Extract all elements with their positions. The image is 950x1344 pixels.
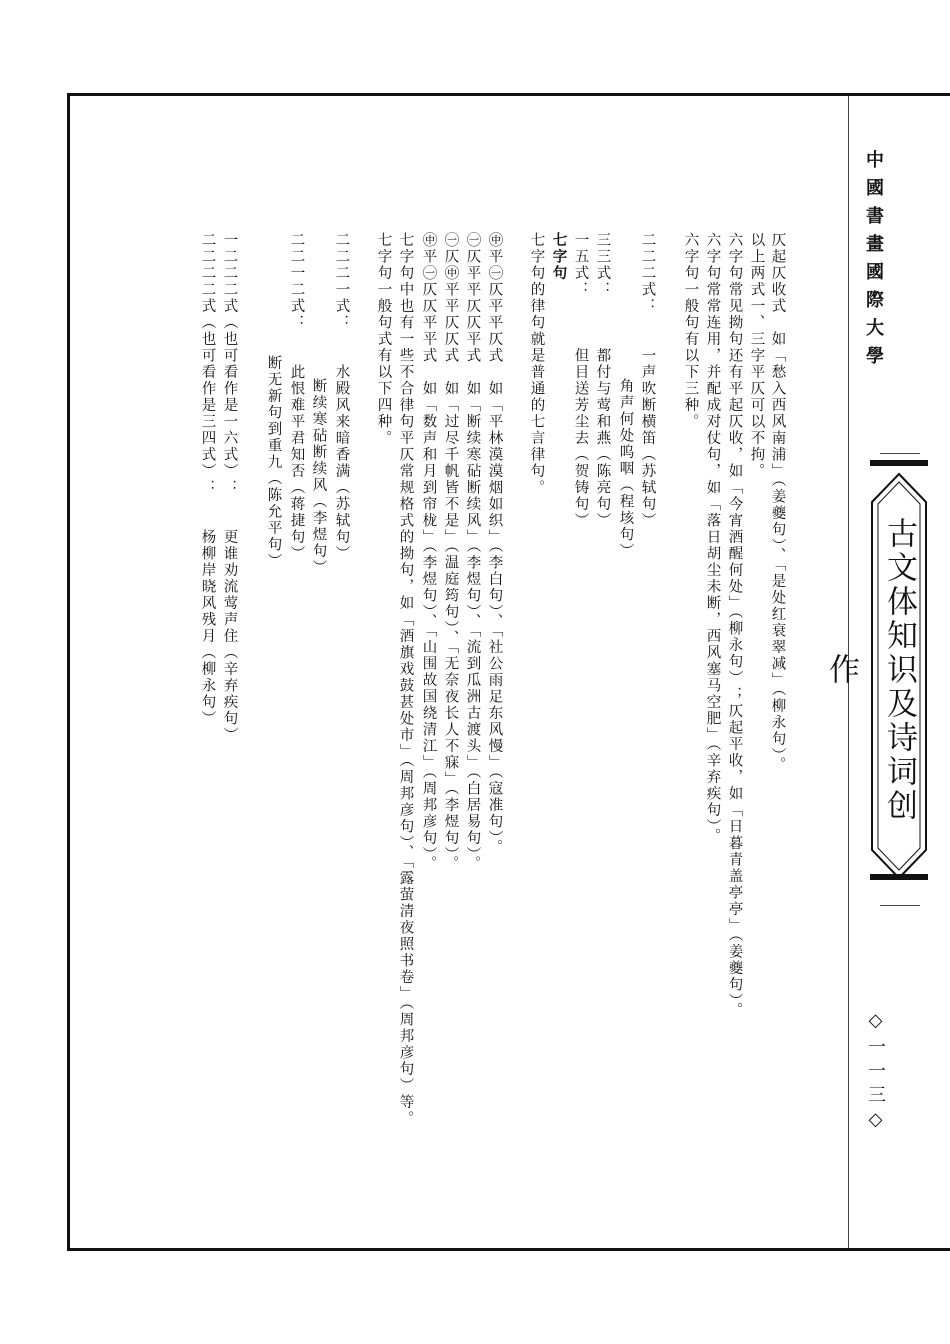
text-line: 以上两式一、三字平仄可以不拘。 bbox=[748, 232, 765, 480]
text-line: 七字句的律句就是普通的七言律句。 bbox=[528, 232, 545, 496]
text-line: 二二二二式（也可看作是三四式）： 杨柳岸晓风残月（柳永句） bbox=[199, 232, 216, 727]
text-line: 断续寒砧断续风（李煜句） bbox=[310, 378, 327, 576]
text-line: 七字句 bbox=[550, 232, 568, 282]
text-line: 七字句中也有一些不合律句平仄常规格式的拗句，如「酒旗戏鼓甚处市」（周邦彦句）、「露萤清夜照书卷」（周邦彦句）等。 bbox=[397, 232, 414, 1127]
university-header: 中國書畫國際大學 bbox=[863, 150, 884, 374]
text-line: 一二二二式（也可看作是一六式）： 更谁劝流莺声住（辛弃疾句） bbox=[221, 232, 238, 744]
text-line: 六字句一般句有以下三种。 bbox=[682, 232, 699, 430]
text-line: ㊥平㊀仄仄平平式 如「数声和月到帘栊」（李煜句）、「山围故国绕清江」（周邦彦句）。 bbox=[420, 232, 437, 873]
book-title: 古文体知识及诗词创作 bbox=[823, 517, 917, 823]
text-line: 断无新句到重九（陈允平句） bbox=[265, 355, 282, 570]
text-line: 二二二式： 一声吹断横笛（苏轼句） bbox=[639, 232, 656, 529]
title-rule-top bbox=[880, 453, 920, 454]
text-line: ㊀仄平平仄仄平式 如「断续寒砧断续风」（李煜句）、「流到瓜洲古渡头」（白居易句）。 bbox=[464, 232, 481, 873]
text-line: 六字句常见拗句还有平起仄收，如「今宵酒醒何处」（柳永句）；仄起平收，如「日暮青盖亭亭」（姜夔句）。 bbox=[726, 232, 743, 1019]
text-line: 七字句一般句式有以下四种。 bbox=[375, 232, 392, 447]
title-rule-bottom bbox=[880, 905, 920, 906]
text-line: 一五式： 但目送芳尘去（贺铸句） bbox=[572, 232, 589, 529]
text-line: ㊀仄㊥平平仄仄式 如「过尽千帆皆不是」（温庭筠句）、「无奈夜长人不寐」（李煜句）。 bbox=[442, 232, 459, 873]
text-line: 二二一二式： 此恨难平君知否（蒋捷句） bbox=[288, 232, 305, 562]
page-number: ◇一一三◇ bbox=[865, 1010, 886, 1136]
text-line: 角声何处呜咽（程垓句） bbox=[617, 378, 634, 560]
text-line: 二二二一式： 水殿风来暗香满（苏轼句） bbox=[333, 232, 350, 562]
text-line: 仄起仄收式 如「愁入西风南浦」（姜夔句）、「是处红衰翠减」（柳永句）。 bbox=[769, 232, 786, 774]
title-bar-bottom bbox=[870, 874, 928, 880]
text-line: 三三式： 都付与莺和燕（陈亮句） bbox=[594, 232, 611, 529]
text-line: ㊥平㊀仄平平仄式 如「平林漠漠烟如织」（李白句）、「社公雨足东风慢」（寇准句）。 bbox=[486, 232, 503, 856]
title-bar-top bbox=[870, 460, 928, 466]
title-cartouche bbox=[823, 460, 928, 880]
text-line: 六字句常常连用，并配成对仗句，如「落日胡尘未断，西风塞马空肥」（辛弃疾句）。 bbox=[704, 232, 721, 845]
